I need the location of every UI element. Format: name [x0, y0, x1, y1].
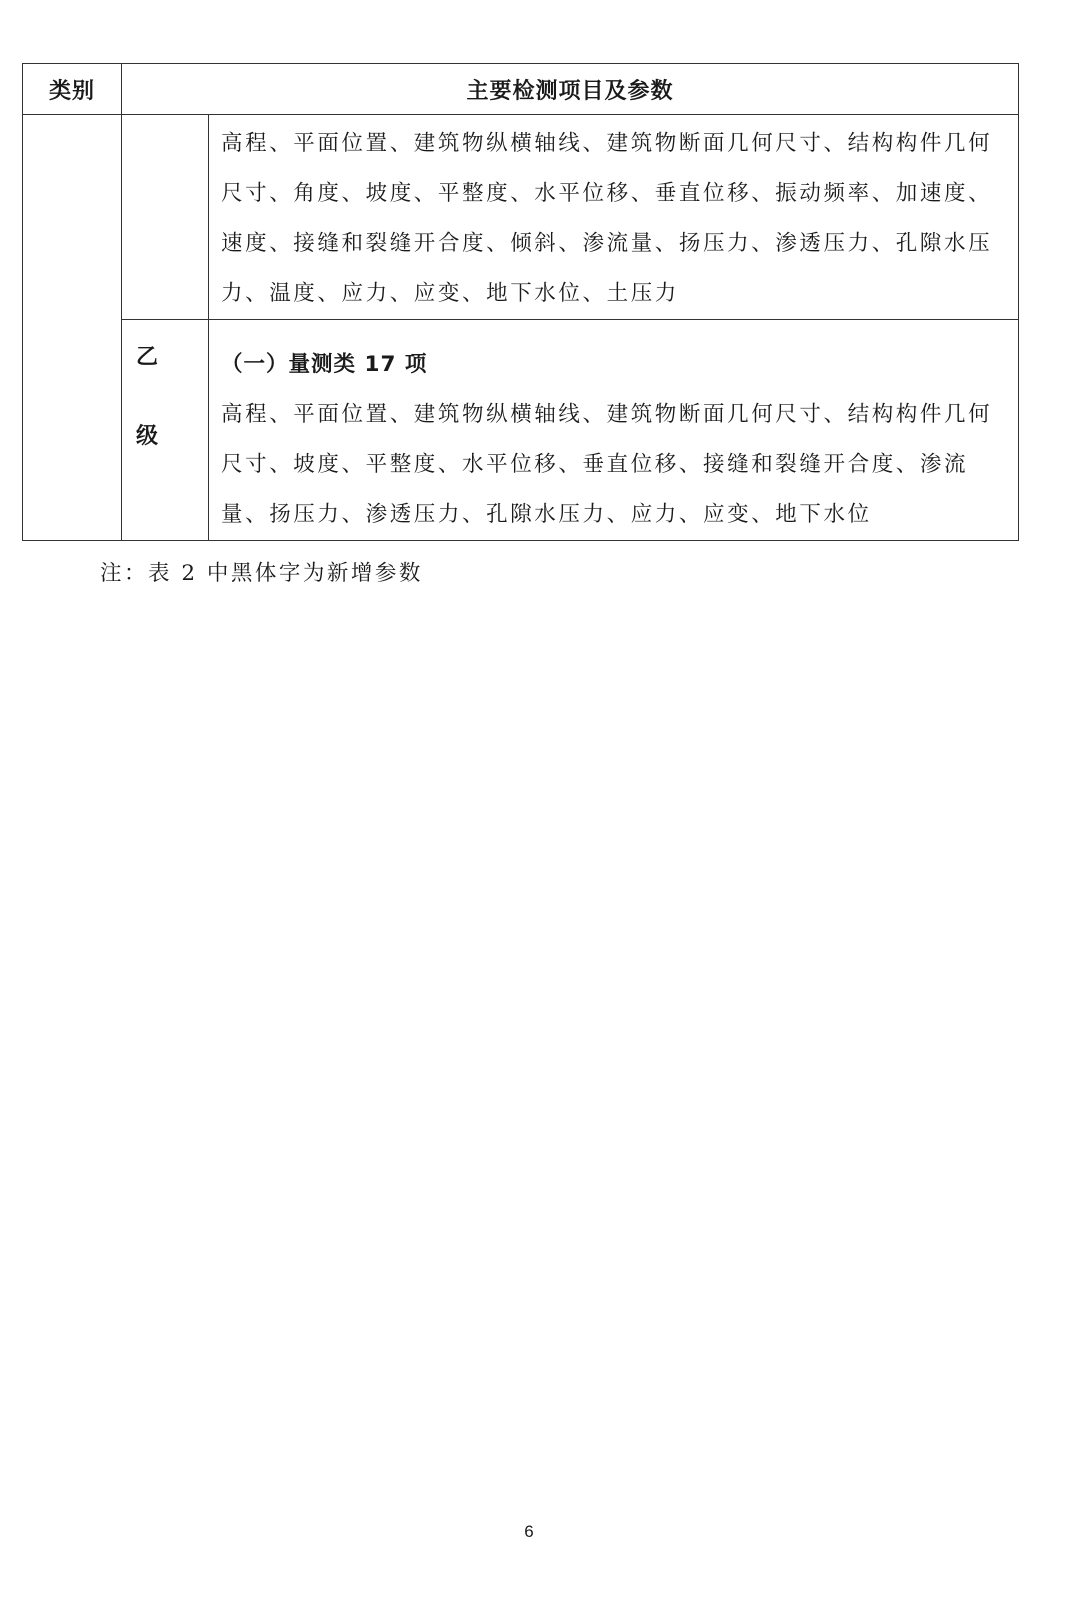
- measurement-subheading: （一）量测类 17 项: [221, 352, 428, 377]
- table-note: 注：表 2 中黑体字为新增参数: [100, 561, 423, 586]
- items-text: 高程、平面位置、建筑物纵横轴线、建筑物断面几何尺寸、结构构件几何尺寸、角度、坡度、平整度、水平位移、垂直位移、振动频率、加速度、速度、接缝和裂缝开合度、倾斜、渗流量、扬压力、渗透压力、孔隙水压力、温度、应力、应变、地下水位、土压力: [221, 131, 993, 306]
- table-header-row: [23, 64, 1019, 115]
- grade-cell-empty: [122, 115, 209, 320]
- table-row: [23, 115, 1019, 320]
- grade-label-char-2: 级: [136, 424, 159, 449]
- header-items: 主要检测项目及参数: [122, 64, 1019, 115]
- items-cell: [209, 320, 1019, 541]
- table-row: [23, 320, 1019, 541]
- items-cell: [209, 115, 1019, 320]
- header-category: 类别: [23, 64, 122, 115]
- grade-label-char-1: 乙: [136, 345, 159, 370]
- inspection-items-table: [22, 63, 1019, 541]
- category-cell: [23, 115, 122, 541]
- page-number: 6: [524, 1522, 534, 1541]
- items-text: 高程、平面位置、建筑物纵横轴线、建筑物断面几何尺寸、结构构件几何尺寸、坡度、平整度、水平位移、垂直位移、接缝和裂缝开合度、渗流量、扬压力、渗透压力、孔隙水压力、应力、应变、地下水位: [221, 402, 993, 527]
- grade-cell: [122, 320, 209, 541]
